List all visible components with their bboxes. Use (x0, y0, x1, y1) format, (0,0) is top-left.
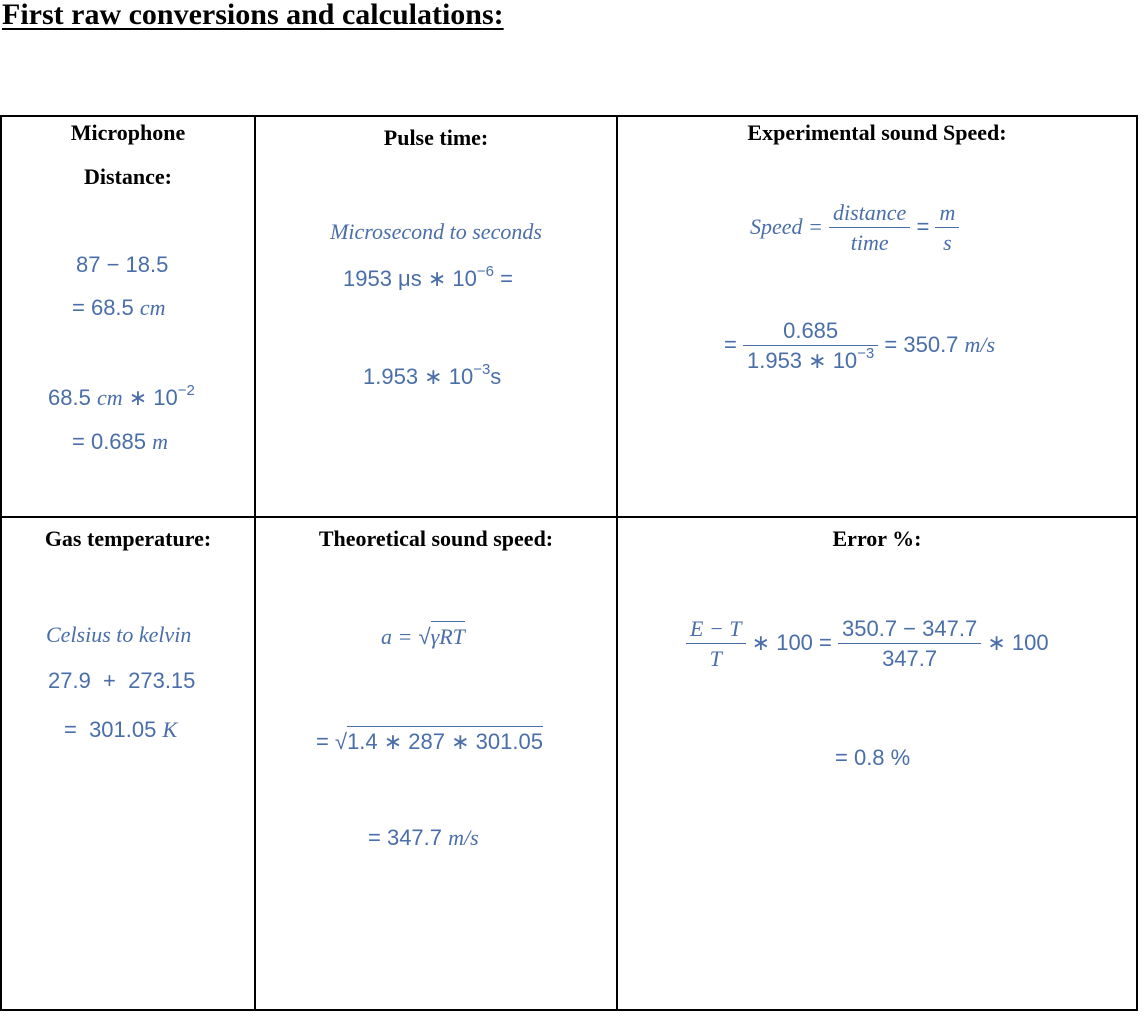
theoretical-header: Theoretical sound speed: (318, 526, 554, 551)
distance-result-unit: cm (139, 295, 166, 320)
frac-s: s (935, 227, 959, 254)
pulse-us-base: 1953 μs ∗ 10 (343, 266, 477, 291)
distance-result-value: = 68.5 (72, 295, 134, 320)
gas-result-unit: K (162, 717, 178, 742)
error-fraction-values (838, 618, 981, 670)
speed-calculation (724, 320, 995, 372)
formula-radicand: γRT (431, 621, 465, 649)
substitution-eq: = (316, 729, 329, 754)
pulse-s-exponent: −3 (473, 361, 491, 378)
sqrt-icon: √ (418, 624, 431, 649)
theoretical-result-unit: m/s (448, 825, 479, 850)
frac-t: T (686, 643, 746, 670)
frac-0685: 0.685 (783, 318, 839, 343)
error-header: Error %: (832, 526, 922, 551)
e-minus-t-over-t (686, 618, 746, 670)
speed-result-unit: m/s (964, 331, 996, 357)
sound-speed-formula (381, 626, 465, 648)
speed-formula (750, 202, 959, 254)
frac-error-denominator: 347.7 (838, 643, 981, 670)
pulse-microseconds (343, 263, 513, 291)
substitution-radicand: 1.4 ∗ 287 ∗ 301.05 (347, 726, 543, 754)
pulse-s-base: 1.953 ∗ 10 (363, 364, 474, 389)
gas-result-value: = 301.05 (64, 717, 157, 742)
table-row-divider (0, 516, 1138, 518)
frac-pulse-s: 1.953 ∗ $10^{-3}$ (743, 345, 878, 372)
pulse-us-exponent: −6 (476, 263, 494, 280)
table-border-bottom (0, 1009, 1138, 1011)
pulse-conversion-note: Microsecond to seconds (330, 219, 542, 244)
distance-subtraction: 87 − 18.5 (76, 252, 169, 277)
microphone-header-line2: Distance: (84, 164, 172, 189)
pulse-s-unit: s (490, 364, 502, 389)
pulse-header: Pulse time: (383, 125, 489, 150)
cm-value: 68.5 (48, 385, 91, 410)
distance-result-m (72, 431, 168, 453)
gas-header: Gas temperature: (44, 526, 212, 551)
speed-calc-eq: = (724, 331, 737, 357)
calculations-table (0, 115, 1138, 1011)
error-multiplier-2: ∗ 100 (987, 629, 1049, 655)
cm-to-m-conversion (48, 382, 195, 410)
speed-eq: = (916, 213, 930, 239)
gas-conversion-note: Celsius to kelvin (46, 622, 192, 647)
distance-m-unit: m (152, 429, 169, 454)
table-border-top (0, 115, 1138, 117)
gas-addition: 27.9 + 273.15 (48, 668, 196, 693)
frac-m: m (939, 200, 956, 225)
m-over-s (935, 202, 959, 254)
cm-exponent: −2 (177, 382, 195, 399)
sound-speed-substitution (316, 731, 543, 753)
frac-distance: distance (833, 200, 907, 225)
table-border-left (0, 115, 2, 1011)
cm-multiplier: ∗ 10 (128, 385, 178, 410)
distance-over-time (829, 202, 910, 254)
formula-lhs: a = (381, 624, 413, 649)
frac-error-numerator: 350.7 − 347.7 (842, 616, 978, 641)
frac-e-minus-t: E − T (690, 616, 742, 641)
theoretical-result-value: = 347.7 (368, 825, 443, 850)
pulse-seconds (363, 361, 502, 389)
speed-label: Speed = (750, 213, 823, 239)
distance-m-value: = 0.685 (72, 429, 147, 454)
pulse-us-tail: = (493, 266, 513, 291)
sqrt-icon-2: √ (334, 729, 348, 754)
experimental-header: Experimental sound Speed: (747, 120, 1007, 145)
page-title: First raw conversions and calculations: (2, 0, 504, 31)
cm-unit: cm (96, 385, 123, 410)
error-formula (686, 618, 1049, 670)
distance-over-pulse (743, 320, 878, 372)
table-col-divider-2 (616, 115, 618, 1011)
table-col-divider-1 (254, 115, 256, 1011)
distance-result-cm (72, 297, 166, 319)
gas-result (64, 719, 177, 741)
microphone-header-line1: Microphone (70, 120, 186, 145)
error-multiplier-1: ∗ 100 = (751, 629, 832, 655)
speed-result-value: = 350.7 (884, 331, 959, 357)
frac-time: time (829, 227, 910, 254)
sound-speed-result (368, 827, 479, 849)
error-result: = 0.8 % (835, 745, 911, 770)
table-border-right (1136, 115, 1138, 1011)
